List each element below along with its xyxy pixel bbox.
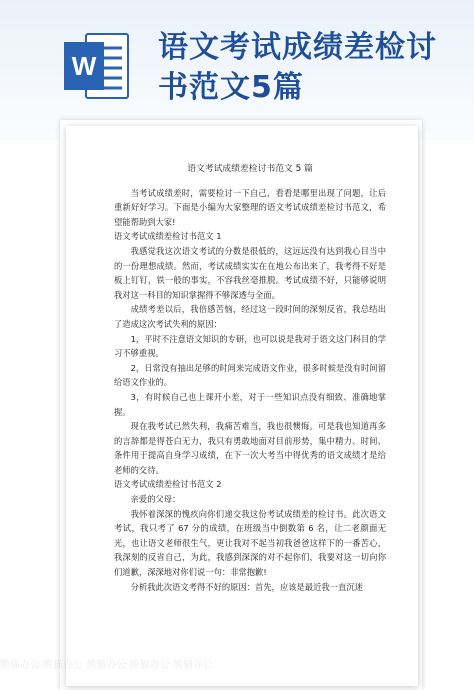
watermark: 熊猫办公 熊猫办公 熊猫办公 熊猫办公 熊猫办公 (0, 660, 213, 671)
header-banner (0, 0, 474, 140)
word-document-icon (62, 30, 132, 102)
section-heading-2: 语文考试成绩差检讨书范文 2 (114, 479, 222, 490)
document-body (114, 162, 386, 594)
document-page (66, 126, 418, 686)
intro-paragraph: 当考试成绩差时，需要检讨一下自己，看看是哪里出现了问题，让后重新好好学习。下面是小编为大家整理的语文考试成绩差检讨书范文，希望能帮助到大家! (114, 187, 386, 227)
list-item: 2，日常没有抽出足够的时间来完成语文作业，很多时候是没有时间留给语文作业的。 (114, 362, 386, 388)
body-paragraph: 分析我此次语文考得不好的原因：首先，应该是最近我一直沉迷 (130, 581, 363, 592)
body-paragraph: 我怀着深深的愧疚向你们递交我这份考试成绩差的检讨书。此次语文考试，我只考了 67 分的成绩，在班级当中倒数第 6 名，让二老颜面无光，也让语文老师很生气，更让我对不起当初我爸爸这样下的一番苦心，我深刻的反省自己，为此，我感到深深的对不起你们，我要对这一切向你们道歉，深深地对你们说一句：非常抱歉! (114, 508, 386, 578)
section-heading-1: 语文考试成绩差检讨书范文 1 (114, 231, 222, 242)
header-title: 语文考试成绩差检讨书范文5篇 (158, 30, 437, 105)
word-icon-letter: W (71, 51, 97, 81)
body-paragraph: 我感觉我这次语文考试的分数是很低的，这远远没有达到我心目当中的一份理想成绩。然而，考试成绩实实在在地公布出来了，我考得不好是板上钉钉，铁一般的事实，不容我丝毫推脱。考试成绩不好，只能够说明我对这一科目的知识掌握得不够深透与全面。 (114, 245, 386, 300)
body-paragraph: 现在我考试已然失利，我痛苦难当，我也很懊悔。可是我也知道再多的言辞都是得苍白无力，我只有勇敢地面对目前形势，集中精力、时间、条件用于提高自身学习成绩，在下一次大考当中得优秀的语文成绩才是给老师的交待。 (114, 421, 386, 475)
list-item: 1，平时不注意语文知识的专研，也可以说是我对于语文这门科目的学习不够重视。 (114, 333, 386, 359)
body-paragraph: 成绩考差以后，我倍感苦恼，经过这一段时间的深刻反省，我总结出了造成这次考试失利的原因： (114, 304, 386, 329)
list-item: 3，有时候自己也上课开小差，对于一些知识点没有细致、准确地掌握。 (114, 391, 386, 417)
document-title: 语文考试成绩差检讨书范文 5 篇 (187, 164, 313, 174)
salutation: 亲爱的父母： (130, 494, 181, 505)
